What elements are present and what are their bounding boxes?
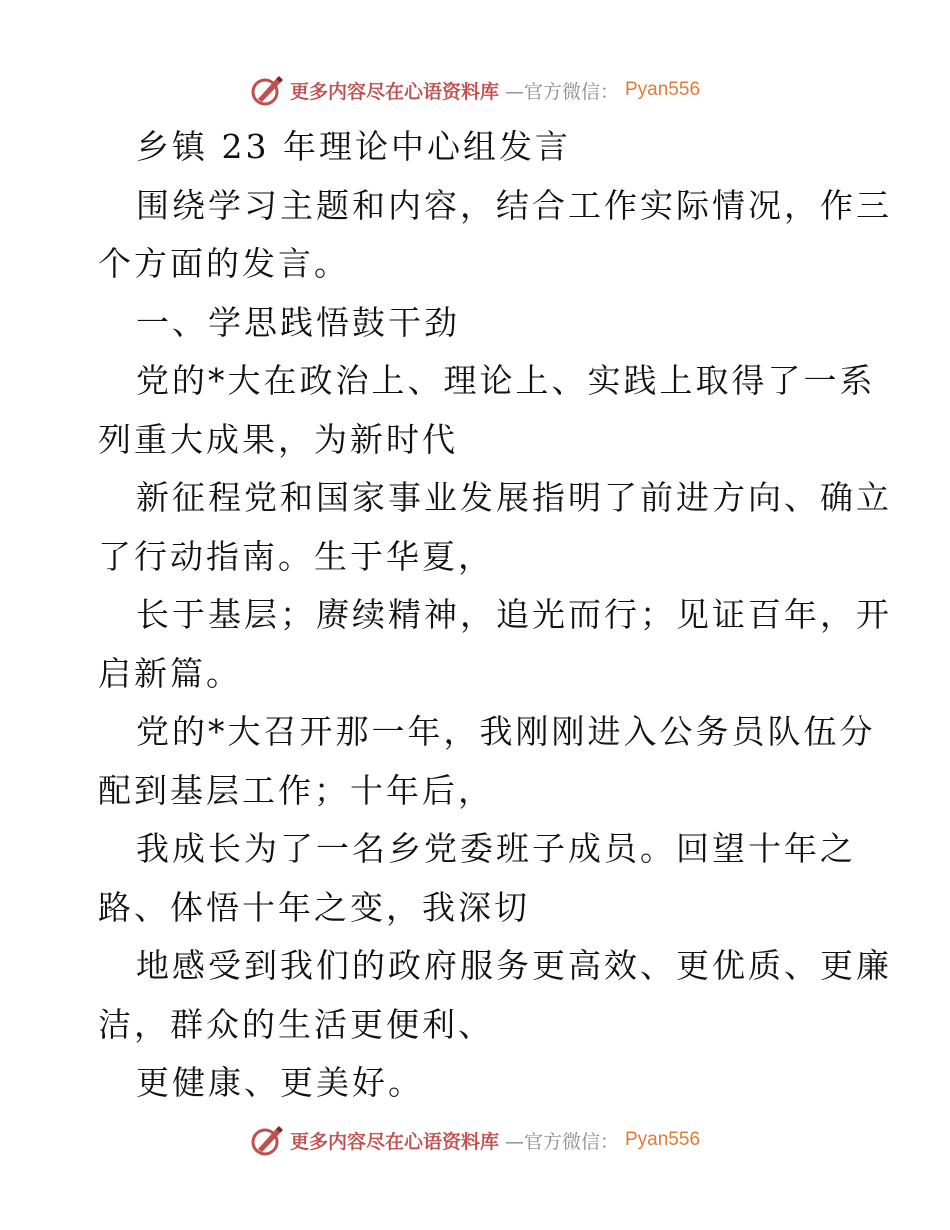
paragraph-line: 启新篇。 [98,653,242,693]
banner-separator: —官方微信： [504,80,619,103]
paragraph-line: 路、体悟十年之变，我深切 [98,887,530,927]
paragraph-line: 围绕学习主题和内容，结合工作实际情况，作三 [136,185,892,225]
paragraph-line: 我成长为了一名乡党委班子成员。回望十年之 [136,829,856,868]
paragraph-line: 了行动指南。生于华夏， [98,536,494,576]
paragraph-line: 党的*大在政治上、理论上、实践上取得了一系 [136,361,876,400]
banner-account: Pyan556 [625,79,701,100]
document-title: 乡镇 23 年理论中心组发言 [136,127,571,166]
header-watermark-banner [0,70,950,110]
paragraph-line: 更健康、更美好。 [136,1063,424,1102]
banner-separator: —官方微信： [504,1130,619,1153]
paragraph-line: 新征程党和国家事业发展指明了前进方向、确立 [136,478,892,517]
paragraph-line: 党的*大召开那一年，我刚刚进入公务员队伍分 [136,712,876,751]
footer-watermark-banner [0,1120,950,1160]
banner-brand-text: 更多内容尽在心语资料库 [289,1130,499,1153]
banner-account: Pyan556 [625,1129,701,1150]
pen-logo-icon [250,73,284,107]
paragraph-line: 长于基层；赓续精神，追光而行；见证百年，开 [136,595,892,634]
paragraph-line: 洁，群众的生活更便利、 [98,1004,494,1044]
banner-brand-text: 更多内容尽在心语资料库 [289,80,499,103]
paragraph-line: 配到基层工作；十年后， [98,770,494,810]
paragraph-line: 地感受到我们的政府服务更高效、更优质、更廉 [136,946,892,985]
paragraph-line: 个方面的发言。 [98,244,350,283]
document-body [98,118,892,1113]
pen-logo-icon [250,1123,284,1157]
section-heading: 一、学思践悟鼓干劲 [136,302,460,342]
paragraph-line: 列重大成果，为新时代 [98,419,458,459]
